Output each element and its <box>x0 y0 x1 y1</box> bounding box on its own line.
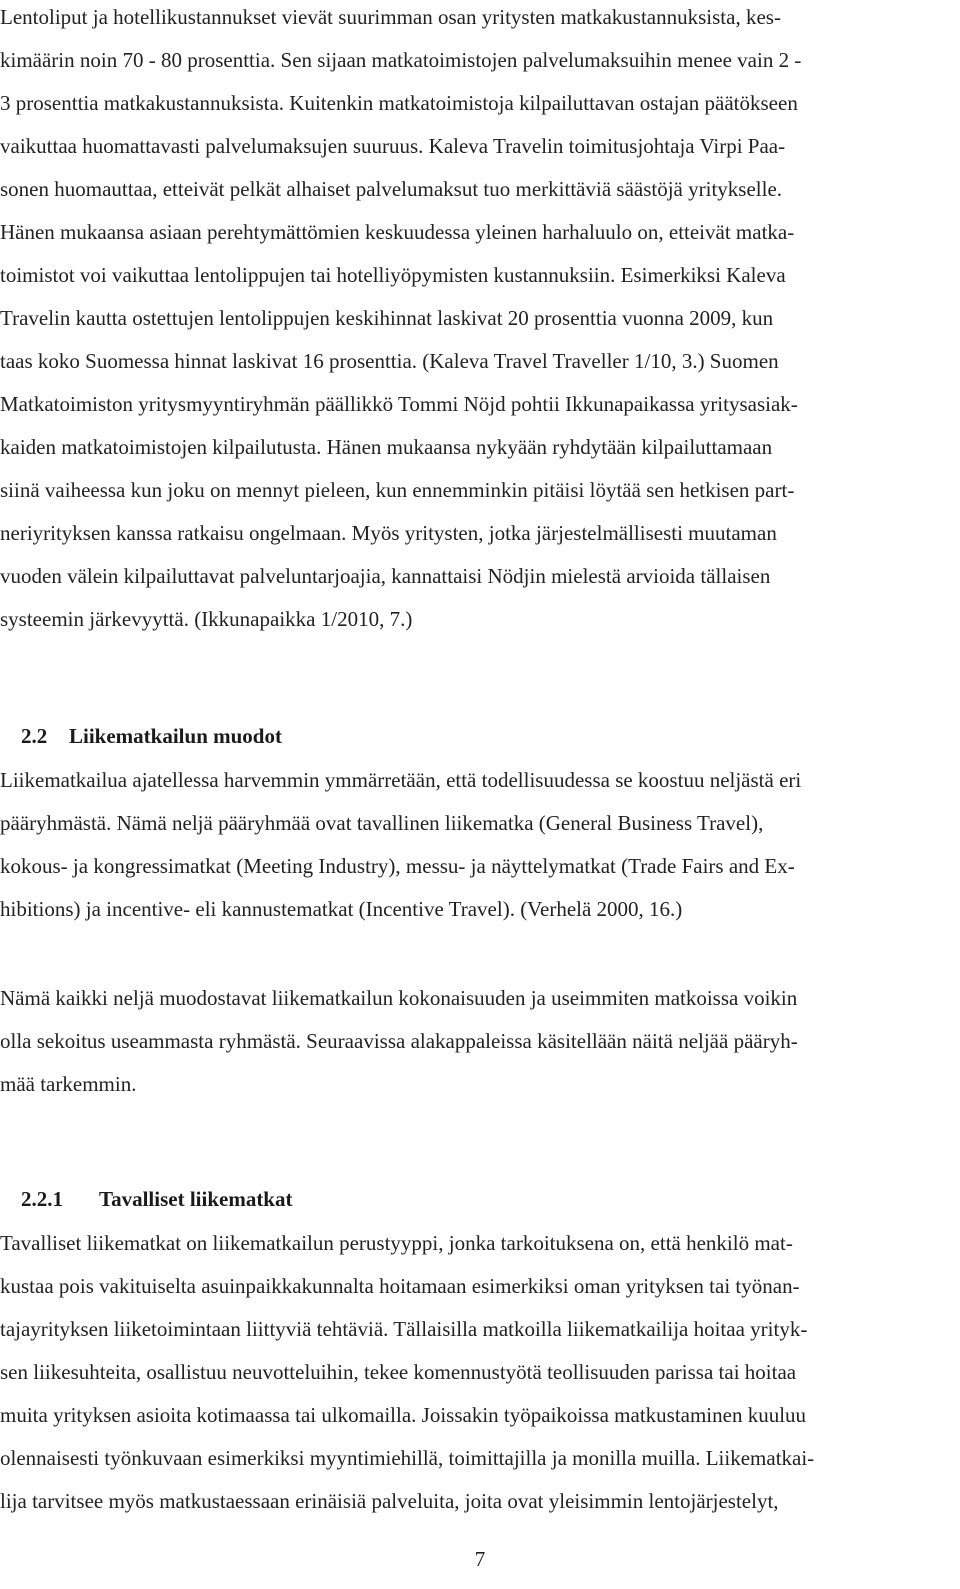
text-line: kustaa pois vakituiselta asuinpaikkakunnalta hoitamaan esimerkiksi oman yrityksen tai työnan- <box>0 1274 800 1298</box>
text-line: olla sekoitus useammasta ryhmästä. Seuraavissa alakappaleissa käsitellään näitä neljää pääryh- <box>0 1029 798 1053</box>
text-line: Matkatoimiston yritysmyyntiryhmän päällikkö Tommi Nöjd pohtii Ikkunapaikassa yritysasiak- <box>0 392 798 416</box>
text-line: neriyrityksen kanssa ratkaisu ongelmaan. Myös yritysten, jotka järjestelmällisesti muutaman <box>0 521 777 545</box>
text-line: Lentoliput ja hotellikustannukset vievät suurimman osan yritysten matkakustannuksista, kes- <box>0 5 781 29</box>
section-number: 2.2.1 <box>21 1187 63 1211</box>
section-title: Tavalliset liikematkat <box>99 1187 293 1211</box>
text-line: Tavalliset liikematkat on liikematkailun perustyyppi, jonka tarkoituksena on, että henkilö mat- <box>0 1231 793 1255</box>
text-line: lija tarvitsee myös matkustaessaan erinäisiä palveluita, joita ovat yleisimmin lentojärjestelyt, <box>0 1489 779 1513</box>
text-line: kokous- ja kongressimatkat (Meeting Industry), messu- ja näyttelymatkat (Trade Fairs and Ex- <box>0 854 795 878</box>
text-line: muita yrityksen asioita kotimaassa tai ulkomailla. Joissakin työpaikoissa matkustaminen kuuluu <box>0 1403 807 1427</box>
text-line: pääryhmästä. Nämä neljä pääryhmää ovat tavallinen liikematka (General Business Travel), <box>0 811 764 835</box>
page-number: 7 <box>474 1547 486 1571</box>
text-line: hibitions) ja incentive- eli kannustematkat (Incentive Travel). (Verhelä 2000, 16.) <box>0 897 683 921</box>
text-line: vuoden välein kilpailuttavat palveluntarjoajia, kannattaisi Nödjin mielestä arvioida tällaisen <box>0 564 771 588</box>
section-heading-2-2 <box>0 697 282 775</box>
text-line: siinä vaiheessa kun joku on mennyt pieleen, kun ennemminkin pitäisi löytää sen hetkisen part- <box>0 478 795 502</box>
text-line: Hänen mukaansa asiaan perehtymättömien keskuudessa yleinen harhaluulo on, etteivät matka- <box>0 220 795 244</box>
section-heading-2-2-1 <box>0 1160 292 1238</box>
section-number: 2.2 <box>21 724 48 748</box>
text-line: Liikematkailua ajatellessa harvemmin ymmärretään, että todellisuudessa se koostuu neljästä eri <box>0 768 802 792</box>
text-line: systeemin järkevyyttä. (Ikkunapaikka 1/2010, 7.) <box>0 607 413 631</box>
text-line: toimistot voi vaikuttaa lentolippujen tai hotelliyöpymisten kustannuksiin. Esimerkiksi Kaleva <box>0 263 786 287</box>
text-line: Travelin kautta ostettujen lentolippujen keskihinnat laskivat 20 prosenttia vuonna 2009, kun <box>0 306 774 330</box>
text-line: vaikuttaa huomattavasti palvelumaksujen suuruus. Kaleva Travelin toimitusjohtaja Virpi Paa- <box>0 134 786 158</box>
text-line: tajayrityksen liiketoimintaan liittyviä tehtäviä. Tällaisilla matkoilla liikematkailija hoitaa yrityk- <box>0 1317 808 1341</box>
text-line: mää tarkemmin. <box>0 1072 137 1096</box>
text-line: kaiden matkatoimistojen kilpailutusta. Hänen mukaansa nykyään ryhdytään kilpailuttamaan <box>0 435 773 459</box>
text-line: sonen huomauttaa, etteivät pelkät alhaiset palvelumaksut tuo merkittäviä säästöjä yritykselle. <box>0 177 783 201</box>
text-line: taas koko Suomessa hinnat laskivat 16 prosenttia. (Kaleva Travel Traveller 1/10, 3.) Suomen <box>0 349 779 373</box>
text-line: olennaisesti työnkuvaan esimerkiksi myyntimiehillä, toimittajilla ja monilla muilla. Liikematkai- <box>0 1446 815 1470</box>
text-line: sen liikesuhteita, osallistuu neuvotteluihin, tekee komennustyötä teollisuuden parissa tai hoitaa <box>0 1360 797 1384</box>
text-line: 3 prosenttia matkakustannuksista. Kuitenkin matkatoimistoja kilpailuttavan ostajan päätökseen <box>0 91 798 115</box>
section-title: Liikematkailun muodot <box>69 724 282 748</box>
text-line: Nämä kaikki neljä muodostavat liikematkailun kokonaisuuden ja useimmiten matkoissa voikin <box>0 986 798 1010</box>
text-line: kimäärin noin 70 - 80 prosenttia. Sen sijaan matkatoimistojen palvelumaksuihin menee vain 2 - <box>0 48 802 72</box>
